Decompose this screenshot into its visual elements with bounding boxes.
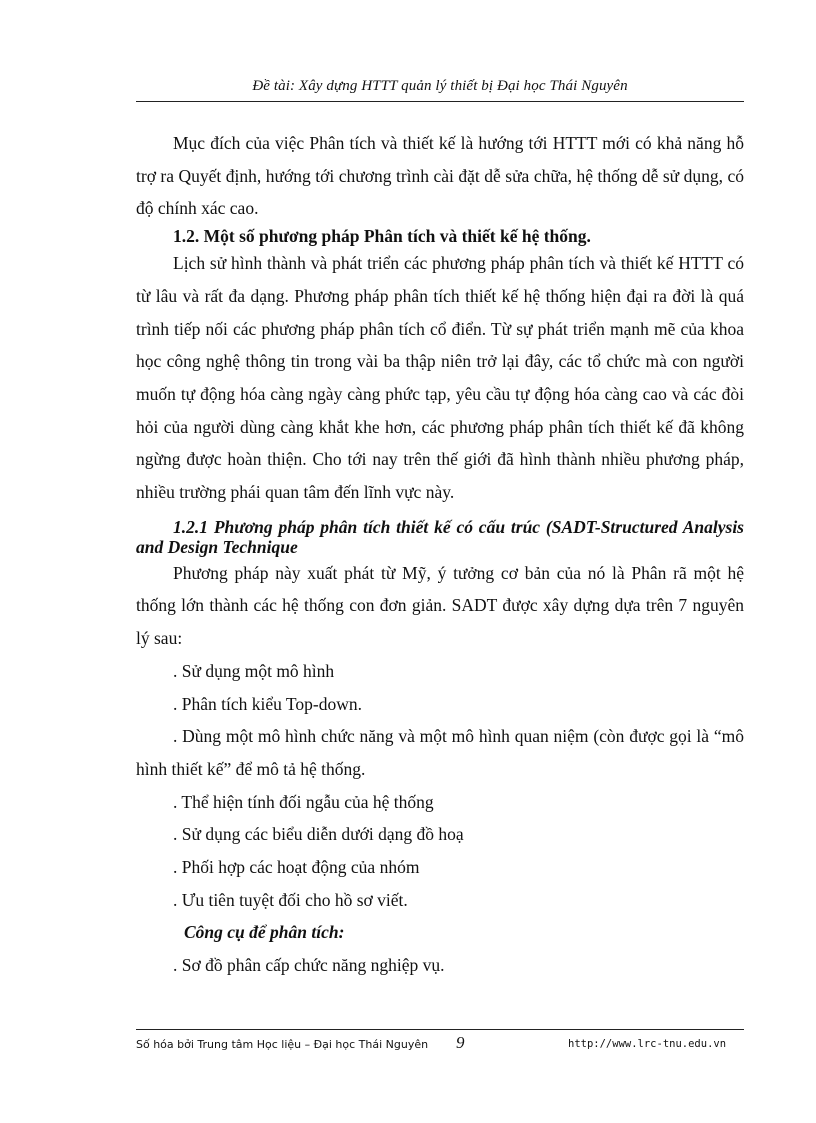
- sadt-paragraph: Phương pháp này xuất phát từ Mỹ, ý tưởng cơ bản của nó là Phân rã một hệ thống lớn thành các hệ thống con đơn giản. SADT được xây dựng dựa trên 7 nguyên lý sau:: [136, 562, 744, 649]
- intro-paragraph: Mục đích của việc Phân tích và thiết kế là hướng tới HTTT mới có khả năng hỗ trợ ra Quyết định, hướng tới chương trình cài đặt dễ sửa chữa, hệ thống dễ sử dụng, có độ chính xác cao.: [136, 133, 744, 219]
- page-number: 9: [456, 1033, 465, 1052]
- tool-item: . Sơ đồ phân cấp chức năng nghiệp vụ.: [173, 955, 445, 976]
- principle-item: . Phân tích kiểu Top-down.: [173, 693, 362, 714]
- footer-url: http://www.lrc-tnu.edu.vn: [568, 1038, 727, 1050]
- principle-item: . Thể hiện tính đối ngẫu của hệ thống: [173, 791, 434, 812]
- footer-rule: [136, 1029, 744, 1030]
- principle-item: . Dùng một mô hình chức năng và một mô hình quan niệm (còn được gọi là “mô hình thiết kế” để mô tả hệ thống.: [136, 726, 744, 779]
- header-rule: [136, 101, 744, 102]
- principle-item: . Sử dụng một mô hình: [173, 660, 335, 681]
- page-body: [136, 127, 744, 982]
- footer-source: Số hóa bởi Trung tâm Học liệu – Đại học Thái Nguyên: [136, 1038, 429, 1051]
- principle-item: . Ưu tiên tuyệt đối cho hồ sơ viết.: [173, 889, 408, 910]
- history-paragraph: Lịch sử hình thành và phát triển các phương pháp phân tích và thiết kế HTTT có từ lâu và rất đa dạng. Phương pháp phân tích thiết kế hệ thống hiện đại ra đời là quá trình tiếp nối các phương pháp phân tích cổ điển. Từ sự phát triển mạnh mẽ của khoa học công nghệ thông tin trong vài ba thập niên trở lại đây, các tổ chức mà con người muốn tự động hóa càng ngày càng phức tạp, yêu cầu tự động hóa càng cao và các đòi hỏi của người dùng càng khắt khe hơn, các phương pháp phân tích thiết kế đã không ngừng được hoàn thiện. Cho tới nay trên thế giới đã hình thành nhiều phương pháp, nhiều trường phái quan tâm đến lĩnh vực này.: [136, 253, 744, 503]
- running-header: Đề tài: Xây dựng HTTT quản lý thiết bị Đại học Thái Nguyên: [252, 78, 628, 94]
- tools-heading: Công cụ để phân tích:: [184, 922, 345, 943]
- principle-item: . Phối hợp các hoạt động của nhóm: [173, 857, 420, 878]
- section-heading-1-2: 1.2. Một số phương pháp Phân tích và thiết kế hệ thống.: [173, 226, 591, 247]
- principle-item: . Sử dụng các biểu diễn dưới dạng đồ hoạ: [173, 824, 464, 845]
- section-heading-1-2-1: 1.2.1 Phương pháp phân tích thiết kế có cấu trúc (SADT-Structured Analysis and Design Technique: [136, 516, 744, 557]
